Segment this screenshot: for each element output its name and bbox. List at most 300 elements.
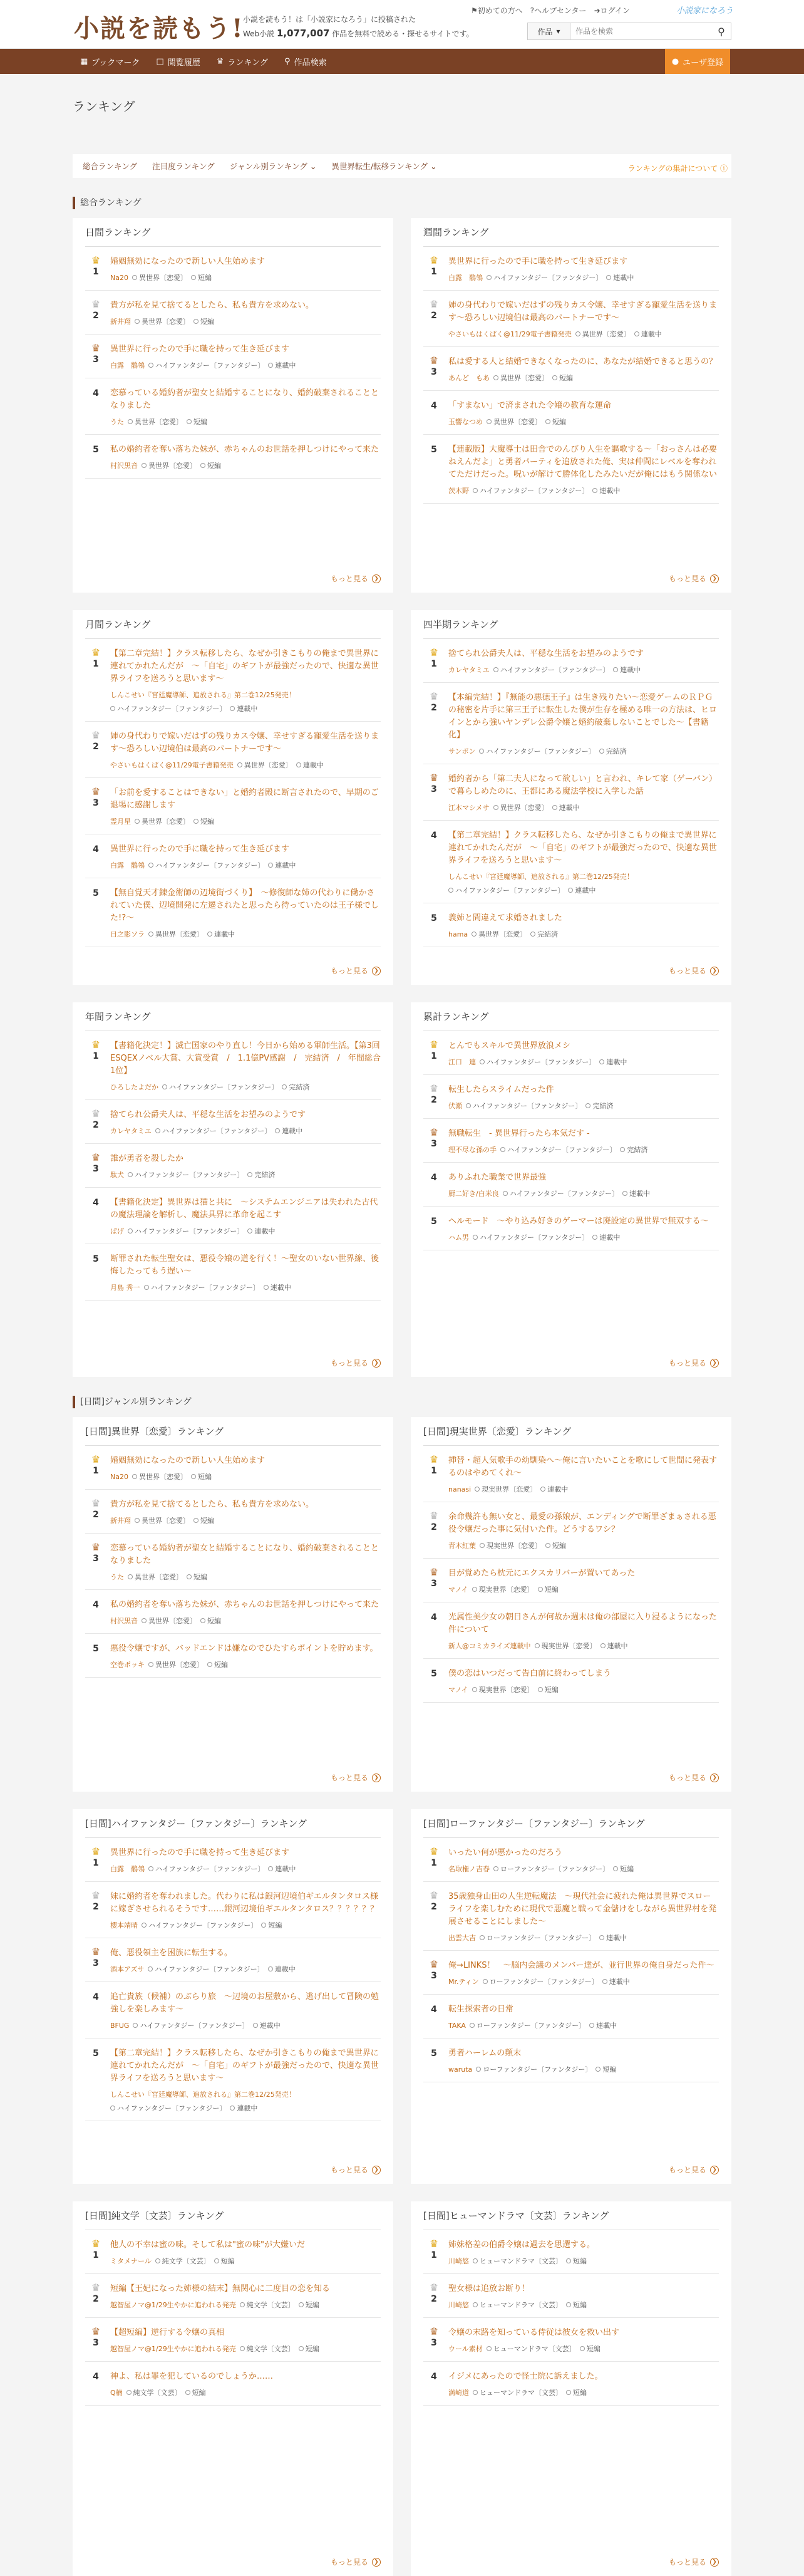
- list-item: [423, 1207, 719, 1250]
- rank-badge: [423, 1455, 445, 1494]
- genre-icon: [148, 863, 153, 868]
- work-title-link[interactable]: 目が覚めたら枕元にエクスカリバーが置いてあった: [448, 1569, 636, 1578]
- see-more-link[interactable]: もっと見る ❯: [669, 573, 719, 584]
- work-title-link[interactable]: 【第二章完結！】クラス転移したら、なぜか引きこもりの俺まで異世界に連れてかれたんだが 〜「自宅」のギフトが最強だったので、快適な異世界ライフを送ろうと思います〜: [110, 649, 379, 683]
- rank-number: 5: [431, 1669, 437, 1679]
- nav-bookmark[interactable]: ▦ ブックマーク: [80, 56, 140, 68]
- genre-tag: ハイファンタジー〔ファンタジー〕: [162, 1082, 278, 1092]
- author-link[interactable]: 新人@コミカライズ連載中: [448, 1642, 531, 1650]
- work-title-link[interactable]: 婚姻無効になったので新しい人生始めます: [110, 1456, 265, 1465]
- author-link[interactable]: 白露 鶺鴒: [110, 361, 145, 370]
- genre-icon: [132, 1474, 137, 1479]
- list-item: [423, 247, 719, 291]
- panel-title: [日間]ヒューマンドラマ〔文芸〕ランキング: [423, 2201, 719, 2230]
- work-title-link[interactable]: 誰が勇者を殺したか: [110, 1154, 184, 1163]
- author-link[interactable]: 空巻ポッキ: [110, 1661, 145, 1669]
- rank-badge: [423, 2047, 445, 2074]
- genre-icon: [155, 2258, 160, 2263]
- status-icon: [282, 1084, 287, 1089]
- author-link[interactable]: マノイ: [448, 1686, 468, 1694]
- author-link[interactable]: Na20: [110, 273, 128, 282]
- author-link[interactable]: ぱげ: [110, 1227, 124, 1235]
- status-icon: [620, 1147, 625, 1152]
- see-more-link[interactable]: もっと見る ❯: [669, 2557, 719, 2567]
- rank-badge: [423, 1891, 445, 1943]
- author-link[interactable]: ハム男: [448, 1233, 469, 1242]
- author-link[interactable]: waruta: [448, 2065, 473, 2074]
- see-more-link[interactable]: もっと見る ❯: [669, 965, 719, 976]
- genre-tag: 純文学〔文芸〕: [240, 2344, 295, 2354]
- author-link[interactable]: うた: [110, 418, 124, 426]
- author-link[interactable]: 江口 連: [448, 1058, 476, 1066]
- work-title-link[interactable]: 令嬢の末路を知っている侍従は彼女を救い出す: [448, 2328, 620, 2337]
- user-icon: ●: [671, 56, 679, 66]
- list-item: [85, 291, 381, 335]
- work-title-link[interactable]: 異世界に行ったので手に職を持って生き延びます: [110, 1848, 290, 1857]
- genre-icon: [144, 1285, 149, 1290]
- status-icon: [538, 1687, 543, 1692]
- genre-tag: 純文学〔文芸〕: [126, 2387, 182, 2397]
- genre-tag: ハイファンタジー〔ファンタジー〕: [480, 1057, 595, 1067]
- work-title-link[interactable]: 神よ、私は罪を犯しているのでしょうか……: [110, 2372, 274, 2381]
- list-item: [85, 639, 381, 722]
- author-link[interactable]: 村沢黒音: [110, 1617, 138, 1625]
- list-item: [423, 2230, 719, 2274]
- list-item: [423, 764, 719, 821]
- ranking-panel: [411, 1417, 731, 1792]
- work-title-link[interactable]: 悪役令嬢ですが、バッドエンドは嫌なのでひたすらポイントを貯めます。: [110, 1644, 378, 1653]
- list-item: [423, 1559, 719, 1602]
- author-link[interactable]: ウール素材: [448, 2345, 483, 2353]
- rank-number: 4: [431, 2005, 437, 2015]
- status-icon: [552, 375, 557, 380]
- work-title-link[interactable]: 姉の身代わりで嫁いだはずの残りカス令嬢、幸せすぎる寵愛生活を送ります〜恐ろしい辺境伯は最高のパートナーです〜: [110, 732, 379, 754]
- genre-tag: 現実世界〔恋愛〕: [472, 1685, 534, 1695]
- status-tag: 短編: [200, 1616, 221, 1626]
- status-icon: [187, 419, 192, 424]
- author-link[interactable]: 新井翔: [110, 318, 131, 326]
- author-link[interactable]: Na20: [110, 1472, 128, 1481]
- genre-tag: 現実世界〔恋愛〕: [535, 1641, 597, 1651]
- genre-icon: [126, 2390, 131, 2395]
- status-icon: [530, 932, 535, 937]
- author-link[interactable]: 満崎道: [448, 2389, 469, 2397]
- list-item: [423, 1446, 719, 1502]
- author-link[interactable]: 江本マシメサ: [448, 804, 490, 812]
- work-title-link[interactable]: 無職転生 - 異世界行ったら本気だす -: [448, 1129, 590, 1138]
- rank-number: 1: [431, 1466, 437, 1476]
- rank-number: 3: [93, 798, 99, 808]
- work-title-link[interactable]: 私は愛する人と結婚できなくなったのに、あなたが結婚できると思うの？: [448, 357, 718, 366]
- status-icon: [207, 932, 212, 937]
- rank-badge: [423, 256, 445, 283]
- author-link[interactable]: TAKA: [448, 2021, 466, 2030]
- author-link[interactable]: 酒本アズサ: [110, 1965, 145, 1973]
- author-link[interactable]: ミタメナール: [110, 2257, 152, 2265]
- genre-tag: 異世界〔恋愛〕: [128, 1572, 183, 1582]
- nav-bar: [0, 49, 804, 74]
- search-input[interactable]: [570, 23, 712, 39]
- work-title-link[interactable]: 私の婚約者を奪い落ちた妹が、赤ちゃんのお世話を押しつけにやって来た: [110, 1600, 379, 1609]
- rank-number: 3: [431, 1579, 437, 1589]
- work-title-link[interactable]: 「お前を愛することはできない」と婚約者殿に断言されたので、早期のご退場に感謝します: [110, 788, 379, 810]
- genre-tag: ハイファンタジー〔ファンタジー〕: [128, 1170, 244, 1180]
- crown-icon: ♛: [429, 1566, 439, 1578]
- genre-icon: [448, 888, 453, 893]
- tab-isekai[interactable]: 異世界転生/転移ランキング ⌄: [331, 162, 437, 171]
- chevron-down-icon: ▾: [556, 27, 560, 36]
- work-title-link[interactable]: 俺、悪役領主を困族に転生する。: [110, 1948, 233, 1958]
- author-link[interactable]: 駄犬: [110, 1171, 124, 1179]
- work-title-link[interactable]: とんでもスキルで異世界放浪メシ: [448, 1041, 570, 1051]
- author-link[interactable]: ひろしたよだか: [110, 1083, 158, 1091]
- work-title-link[interactable]: いったい何が悪かったのだろう: [448, 1848, 563, 1857]
- author-link[interactable]: やさいもはくぱく@11/29電子書籍発売: [110, 761, 234, 769]
- author-link[interactable]: BFUG: [110, 2021, 130, 2030]
- work-title-link[interactable]: 貴方が私を見て捨てるとしたら、私も貴方を求めない。: [110, 1500, 314, 1509]
- crown-icon: ♛: [429, 355, 439, 366]
- work-title-link[interactable]: ヘルモード 〜やり込み好きのゲーマーは廃設定の異世界で無双する〜: [448, 1217, 709, 1226]
- crown-icon: ♛: [91, 1151, 101, 1163]
- author-link[interactable]: しんこせい『宮廷魔導師、追放される』第二巻12/25発売！: [110, 2090, 296, 2099]
- genre-icon: [535, 1643, 540, 1648]
- genre-tag: 現実世界〔恋愛〕: [480, 1540, 542, 1550]
- status-tag: 短編: [193, 316, 214, 326]
- work-title-link[interactable]: 聖女様は追放お断り！: [448, 2284, 530, 2293]
- genre-icon: [503, 1191, 508, 1196]
- status-tag: 完結済: [282, 1082, 309, 1092]
- rank-badge: [423, 1611, 445, 1651]
- work-title-link[interactable]: 【無自覚天才錬金術師の辺境街づくり】 〜修復師な姉の代わりに働かされていた僕、辺境開発に左遷されたと思ったら待っていたのは王子様でした!?〜: [110, 888, 379, 923]
- author-link[interactable]: マノイ: [448, 1586, 468, 1594]
- work-title-link[interactable]: 異世界に行ったので手に職を持って生き延びます: [448, 257, 628, 266]
- ranking-panel: [73, 1002, 393, 1377]
- search-category-select[interactable]: 作品 ▾: [528, 23, 570, 39]
- author-link[interactable]: 村沢黒音: [110, 462, 138, 470]
- author-link[interactable]: しんこせい『宮廷魔導師、追放される』第二巻12/25発売！: [448, 873, 634, 881]
- rank-badge: [85, 1991, 106, 2030]
- work-title-link[interactable]: 妹に婚約者を奪われました。代わりに私は銀河辺境伯ギエルタンタロス様に嫁ぎさせられるそうです……銀河辺境伯ギエルタンタロス？？？？？？: [110, 1892, 378, 1914]
- see-more-link[interactable]: もっと見る ❯: [331, 573, 381, 584]
- list-item: [423, 347, 719, 391]
- rank-badge: [85, 1643, 106, 1670]
- rank-badge: [85, 1040, 106, 1092]
- work-title-link[interactable]: 短編【王妃になった姉様の結末】無関心に二度目の恋を知る: [110, 2284, 331, 2293]
- author-link[interactable]: 名取権ノ吉春: [448, 1865, 490, 1873]
- status-tag: 短編: [193, 1515, 214, 1525]
- list-item: [423, 903, 719, 947]
- status-tag: 連載中: [568, 885, 595, 895]
- status-icon: [185, 2390, 190, 2395]
- rank-number: 2: [93, 311, 99, 321]
- status-icon: [580, 2346, 585, 2351]
- work-title-link[interactable]: 【第二章完結！】クラス転移したら、なぜか引きこもりの俺まで異世界に連れてかれたんだが 〜「自宅」のギフトが最強だったので、快適な異世界ライフを送ろうと思います〜: [448, 831, 717, 865]
- genre-tag: 異世界〔恋愛〕: [487, 417, 542, 427]
- see-more-link[interactable]: もっと見る ❯: [331, 2164, 381, 2175]
- ranking-about-link[interactable]: ランキングの集計について ⓘ: [627, 164, 728, 173]
- author-link[interactable]: hama: [448, 930, 468, 938]
- nav-history[interactable]: □ 閲覧履歴: [156, 56, 200, 68]
- list-item: [423, 683, 719, 764]
- list-item: [85, 778, 381, 834]
- work-title-link[interactable]: イジメにあったので怪士院に訴えました。: [448, 2372, 603, 2381]
- rank-badge: [85, 1498, 106, 1525]
- work-title-link[interactable]: 異世界に行ったので手に職を持って生き延びます: [110, 345, 290, 354]
- list-item: [85, 335, 381, 378]
- site-logo[interactable]: 小説を読もう!: [74, 14, 244, 43]
- list-item: [85, 1882, 381, 1938]
- list-item: [85, 1144, 381, 1188]
- work-title-link[interactable]: 断罪された転生聖女は、悪役令嬢の道を行く！〜聖女のいない世界線、後悔したってもう遅い〜: [110, 1254, 379, 1276]
- work-title-link[interactable]: 俺→LINKS！ 〜脳内会議のメンバー達が、並行世界の俺自身だった件〜: [448, 1961, 714, 1970]
- work-title-link[interactable]: 転生探索者の日常: [448, 2005, 514, 2014]
- see-more-link[interactable]: もっと見る ❯: [669, 2164, 719, 2175]
- author-link[interactable]: 青木紅葉: [448, 1542, 476, 1550]
- rank-number: 2: [93, 2294, 99, 2304]
- genre-tag: ハイファンタジー〔ファンタジー〕: [110, 704, 226, 714]
- author-link[interactable]: 櫻本靖晴: [110, 1921, 138, 1929]
- author-link[interactable]: 伏瀬: [448, 1102, 462, 1110]
- nav-search[interactable]: ⚲ 作品検索: [284, 56, 327, 68]
- link-help[interactable]: ?ヘルプセンター: [530, 6, 587, 15]
- see-more-link[interactable]: もっと見る ❯: [669, 1358, 719, 1368]
- author-link[interactable]: 越智屋ノマ@1/29生やかに追われる発売: [110, 2301, 236, 2309]
- genre-tag: ハイファンタジー〔ファンタジー〕: [148, 360, 264, 370]
- work-title-link[interactable]: 余命幾許も無い女と、最愛の孫娘が、エンディングで断罪ざまぁされる悪役令嬢だった事に気付いた件。どうするワシ？: [448, 1512, 716, 1534]
- work-title-link[interactable]: 異世界に行ったので手に職を持って生き延びます: [110, 844, 290, 854]
- work-title-link[interactable]: 35歳独身山田の人生逆転魔法 〜現代社会に疲れた俺は異世界でスローライフを楽しむために現代で悪魔と戦って金儲けをしながら異世界村を発展させることにしました〜: [448, 1892, 717, 1926]
- work-count: 1,077,007: [277, 28, 330, 39]
- genre-tag: ハイファンタジー〔ファンタジー〕: [466, 1101, 582, 1111]
- nav-ranking[interactable]: ♛ ランキング: [216, 56, 268, 68]
- crown-icon: ♛: [91, 254, 101, 266]
- status-icon: [296, 762, 301, 767]
- list-item: [85, 247, 381, 291]
- list-item: [423, 1602, 719, 1659]
- crown-icon: ♛: [429, 2282, 439, 2293]
- rank-badge: [423, 1960, 445, 1987]
- status-tag: 短編: [191, 273, 212, 283]
- status-tag: 短編: [207, 1659, 228, 1670]
- tab-attention[interactable]: 注目度ランキング: [152, 162, 215, 171]
- status-tag: 短編: [214, 2256, 235, 2266]
- author-link[interactable]: 茨木野: [448, 487, 469, 495]
- work-title-link[interactable]: 貴方が私を見て捨てるとしたら、私も貴方を求めない。: [110, 301, 314, 310]
- work-title-link[interactable]: 「すまない」で済まされた令嬢の教育な運命: [448, 401, 612, 410]
- rank-number: 3: [431, 1971, 437, 1981]
- list-item: [85, 878, 381, 947]
- work-title-link[interactable]: 姉妹格差の伯爵令嬢は過去を思選する。: [448, 2240, 595, 2250]
- status-tag: 連載中: [622, 1188, 650, 1198]
- author-link[interactable]: 理不尽な孫の手: [448, 1146, 497, 1154]
- rank-badge: [85, 843, 106, 870]
- crown-icon: ♛: [91, 1889, 101, 1901]
- status-tag: 短編: [191, 1472, 212, 1482]
- genre-icon: [493, 805, 498, 810]
- status-tag: 連載中: [606, 273, 634, 283]
- author-link[interactable]: 厨二好き/白米良: [448, 1190, 499, 1198]
- genre-tag: 純文学〔文芸〕: [155, 2256, 210, 2266]
- author-link[interactable]: nanasi: [448, 1485, 472, 1493]
- rank-badge: [423, 2327, 445, 2354]
- work-title-link[interactable]: 姉の身代わりで嫁いだはずの残りカス令嬢、幸せすぎる寵愛生活を送ります〜恐ろしい辺境伯は最高のパートナーです〜: [448, 301, 718, 323]
- work-title-link[interactable]: 勇者ハーレムの顛末: [448, 2049, 522, 2058]
- work-title-link[interactable]: 【連載版】大魔導士は田舎でのんびり人生を謳歌する〜「おっさんは必要ねえんだよ」と勇者パーティを追放された俺、実は仲間にレベルを奪われてただけだった。呪いが解けて勝体化したみたいだが俺にはもう関係ない: [448, 445, 718, 479]
- genre-icon: [237, 762, 242, 767]
- author-link[interactable]: 川崎悠: [448, 2257, 469, 2265]
- tab-overall[interactable]: 総合ランキング: [83, 162, 138, 171]
- rank-number: 5: [93, 1644, 99, 1654]
- author-link[interactable]: やさいもはくぱく@11/29電子書籍発売: [448, 330, 572, 338]
- work-title-link[interactable]: 義姉と間違えて求婚されました: [448, 913, 563, 923]
- genre-icon: [148, 1966, 153, 1971]
- status-tag: 連載中: [253, 2020, 281, 2030]
- genre-tag: ハイファンタジー〔ファンタジー〕: [144, 1282, 260, 1292]
- rank-badge: [423, 648, 445, 675]
- genre-tag: ヒューマンドラマ〔文芸〕: [473, 2256, 562, 2266]
- author-link[interactable]: 白露 鶺鴒: [448, 274, 483, 282]
- author-link[interactable]: カレヤタミエ: [448, 666, 490, 674]
- status-icon: [187, 1574, 192, 1579]
- ranking-panel: [411, 1809, 731, 2184]
- list-item: [423, 1882, 719, 1951]
- register-button[interactable]: ● ユーザ登録: [665, 49, 730, 74]
- chevron-right-icon: ❯: [372, 1359, 381, 1368]
- genre-icon: [142, 1923, 147, 1928]
- author-link[interactable]: Mr.ティン: [448, 1978, 479, 1986]
- author-link[interactable]: あんど もあ: [448, 374, 490, 382]
- search-button[interactable]: [712, 23, 731, 39]
- genre-tag: ヒューマンドラマ〔文芸〕: [473, 2300, 562, 2310]
- status-icon: [599, 749, 604, 754]
- genre-icon: [470, 2023, 475, 2028]
- status-tag: 連載中: [599, 1933, 627, 1943]
- overall-grid: [73, 218, 731, 1377]
- work-title-link[interactable]: 【超短編】逆行する令嬢の真相: [110, 2328, 225, 2337]
- rank-number: 3: [93, 355, 99, 365]
- narou-brand-logo[interactable]: 小説家になろう: [676, 6, 734, 16]
- link-login[interactable]: ➜ログイン: [594, 6, 631, 15]
- page-title: ランキング: [73, 99, 135, 114]
- status-tag: 短編: [538, 1584, 559, 1594]
- crown-icon: ♛: [91, 1541, 101, 1553]
- status-icon: [299, 2346, 304, 2351]
- status-icon: [264, 1285, 269, 1290]
- see-more-link[interactable]: もっと見る ❯: [331, 965, 381, 976]
- work-title-link[interactable]: 私の婚約者を奪い落ちた妹が、赤ちゃんのお世話を押しつけにやって来た: [110, 445, 379, 454]
- author-link[interactable]: 越智屋ノマ@1/29生やかに追われる発売: [110, 2345, 236, 2353]
- author-link[interactable]: 日之影ソラ: [110, 930, 145, 938]
- see-more-link[interactable]: もっと見る ❯: [331, 1772, 381, 1783]
- chevron-right-icon: ❯: [372, 967, 381, 975]
- rank-badge: [423, 1215, 445, 1242]
- work-title-link[interactable]: 恋慕っている婚約者が聖女と結婚することになり、婚約破棄されることとなりました: [110, 1544, 379, 1566]
- top-links: [471, 5, 630, 16]
- status-icon: [200, 1618, 205, 1623]
- genre-icon: [472, 932, 477, 937]
- status-icon: [606, 275, 611, 280]
- ranking-panel: [411, 2201, 731, 2576]
- author-link[interactable]: しんこせい『宮廷魔導師、追放される』第二巻12/25発売！: [110, 691, 296, 699]
- genre-icon: [473, 1235, 478, 1240]
- author-link[interactable]: 白露 鶺鴒: [110, 861, 145, 870]
- author-link[interactable]: 川崎悠: [448, 2301, 469, 2309]
- rank-badge: [423, 444, 445, 496]
- author-link[interactable]: Q楠: [110, 2389, 123, 2397]
- status-tag: 短編: [545, 1540, 566, 1550]
- work-title-link[interactable]: 追亡貴族（候補）のぶらり旅 〜辺境のお屋敷から、逃げ出して冒険の勉強しを楽しみます〜: [110, 1992, 379, 2014]
- author-link[interactable]: 玉響なつめ: [448, 418, 483, 426]
- list-item: [423, 1838, 719, 1882]
- rank-badge: [85, 2283, 106, 2310]
- author-link[interactable]: 新井翔: [110, 1517, 131, 1525]
- status-icon: [253, 2023, 258, 2028]
- genre-tag: ハイファンタジー〔ファンタジー〕: [148, 1964, 264, 1974]
- work-title-link[interactable]: 光属性美少女の朝日さんが何故か週末は俺の部屋に入り浸るようになった件について: [448, 1613, 718, 1634]
- see-more-link[interactable]: もっと見る ❯: [669, 1772, 719, 1783]
- author-link[interactable]: 月島 秀一: [110, 1284, 140, 1292]
- list-item: [85, 1490, 381, 1534]
- list-item: [423, 291, 719, 347]
- work-title-link[interactable]: 僕の恋はいつだって告白前に終わってしまう: [448, 1669, 611, 1678]
- work-title-link[interactable]: 【書籍化決定】異世界は猫と共に 〜システムエンジニアは失われた古代の魔法理論を解析し、魔法具界に革命を起こす: [110, 1198, 378, 1220]
- work-title-link[interactable]: 捨てられ公爵夫人は、平穏な生活をお望みのようです: [448, 649, 644, 658]
- author-link[interactable]: 霊月星: [110, 818, 131, 826]
- work-title-link[interactable]: 【第二章完結！】クラス転移したら、なぜか引きこもりの俺まで異世界に連れてかれたんだが 〜「自宅」のギフトが最強だったので、快適な異世界ライフを送ろうと思います〜: [110, 2049, 379, 2083]
- status-icon: [268, 1866, 273, 1871]
- rank-badge: [423, 2283, 445, 2310]
- author-link[interactable]: カレヤタミエ: [110, 1127, 152, 1135]
- status-tag: 連載中: [589, 2020, 617, 2030]
- work-title-link[interactable]: ありふれた職業で世界最強: [448, 1173, 547, 1182]
- work-title-link[interactable]: 捨てられ公爵夫人は、平穏な生活をお望みのようです: [110, 1110, 306, 1119]
- work-title-link[interactable]: 転生したらスライムだった件: [448, 1085, 554, 1094]
- author-link[interactable]: うた: [110, 1573, 124, 1581]
- rank-number: 1: [431, 659, 437, 669]
- work-title-link[interactable]: 恋慕っている婚約者が聖女と結婚することになり、婚約破棄されることとなりました: [110, 388, 379, 410]
- work-title-link[interactable]: 挿替・超人気歌手の幼馴染へ〜俺に言いたいことを歌にして世間に発表するのはやめてくれ〜: [448, 1456, 718, 1478]
- genre-icon: [472, 1687, 477, 1692]
- author-link[interactable]: 出雲大吉: [448, 1934, 476, 1942]
- work-title-link[interactable]: 【書籍化決定！】滅亡国家のやり直し！今日から始める軍師生活。【第3回ESQEXノベル大賞、大賞受賞 / 1.1億PV感謝 / 完結済 / 年間総合1位】: [110, 1041, 381, 1076]
- work-title-link[interactable]: 婚約者から「第二夫人になって欲しい」と言われ、キレて家（ゲーバン）で暮らしめたのに、王都にある魔法学校に入学した話: [448, 774, 718, 796]
- bookmark-icon: ▦: [80, 56, 88, 66]
- link-beginners[interactable]: ⚑初めての方へ: [471, 6, 523, 15]
- rank-number: 4: [431, 2372, 437, 2382]
- author-link[interactable]: サンポン: [448, 747, 476, 756]
- work-title-link[interactable]: 【本編完結！】『無能の悪徳王子』は生き残りたい〜恋愛ゲームのＲＰＧの秘密を片手に第三王子に転生した僕が生存を極める唯一の方法は、ヒロインとから強いヤンデレ公爵令嬢と婚約破棄しないことでした〜【書籍化】: [448, 693, 718, 740]
- author-link[interactable]: 白露 鶺鴒: [110, 1865, 145, 1873]
- status-icon: [568, 888, 573, 893]
- crown-icon: ♛: [91, 729, 101, 741]
- tab-genre[interactable]: ジャンル別ランキング ⌄: [229, 162, 317, 171]
- genre-tag: 異世界〔恋愛〕: [472, 929, 527, 939]
- work-title-link[interactable]: 他人の不幸は蜜の味。そして私は"蜜の味"が大嫌いだ: [110, 2240, 305, 2250]
- see-more-link[interactable]: もっと見る ❯: [331, 1358, 381, 1368]
- panel-title: 年間ランキング: [85, 1002, 381, 1031]
- list-item: [423, 1075, 719, 1119]
- list-item: [85, 1838, 381, 1882]
- status-icon: [193, 1518, 198, 1523]
- work-title-link[interactable]: 婚姻無効になったので新しい人生始めます: [110, 257, 265, 266]
- rank-badge: [423, 2371, 445, 2397]
- chevron-right-icon: ❯: [710, 1359, 719, 1368]
- crown-icon: ♛: [91, 2282, 101, 2293]
- genre-tag: 異世界〔恋愛〕: [142, 460, 197, 470]
- rank-badge: [85, 730, 106, 770]
- status-icon: [538, 1587, 543, 1592]
- see-more-link[interactable]: もっと見る ❯: [331, 2557, 381, 2567]
